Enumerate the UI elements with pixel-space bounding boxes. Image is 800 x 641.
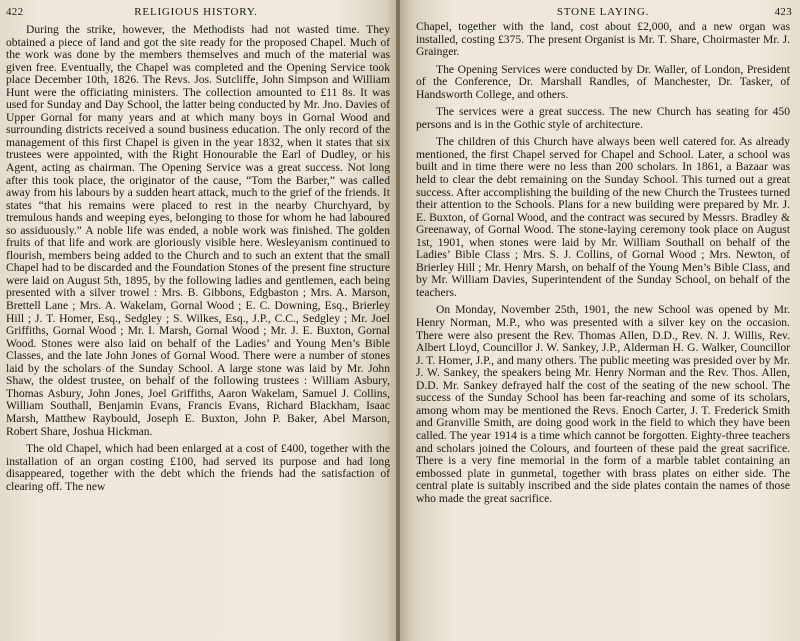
book-gutter bbox=[396, 0, 400, 641]
running-head: RELIGIOUS HISTORY. bbox=[134, 6, 258, 18]
page-number: 423 bbox=[774, 6, 792, 18]
paragraph: The old Chapel, which had been enlarged at a cost of £400, together with the installation of an organ costing £100, had served its purpose and had long disappeared, together with the debt which the friends had the satisfaction of clearing off. The new bbox=[6, 442, 390, 493]
paragraph: During the strike, however, the Methodists had not wasted time. They obtained a piece of land and got the site ready for the proposed Chapel. Much of the work was done by the members themselves and much of the material was given free. Eventually, the Chapel was completed and the Opening Service took place December 10th, 1826. The Revs. Jos. Sutcliffe, John Simpson and William Hunt were the officiating ministers. The collection amounted to £11 8s. It was used for Sunday and Day School, the latter being conducted by Mr. Jno. Davies of Upper Gornal for many years and at which many boys in Gornal Wood and surrounding districts received a sound business education. The only record of the management of this first Chapel is given in the year 1832, when it states that six trustees were appointed, with the Right Honourable the Earl of Dudley, or his Agent, acting as chairman. The Opening Service was a great success. Not long after this took place, the originator of the cause, “Tom the Barber,” was called away from his labours by a sudden heart attack, much to the grief of the friends. It states “that his remains were placed to rest in the nearby Churchyard, by tremulous hands and weeping eyes, belonging to those for whom he had laboured so assiduously.” A noble life was ended, a noble work was finished. The golden fruits of that life and work are gloriously visible here. Wesleyanism continued to flourish, members being added to the Church and to such an extent that the small Chapel had to be discarded and the Foundation Stones of the present fine structure were laid on August 5th, 1895, by the following ladies and gentlemen, each being presented with a silver trowel : Mrs. B. Gibbons, Edgbaston ; Mrs. A. Marson, Brettell Lane ; Mrs. A. Wakelam, Gornal Wood ; E. C. Downing, Esq., Brierley Hill ; J. T. Homer, Esq., Sedgley ; S. Wilkes, Esq., J.P., C.C., Sedgley ; Mr. Joel Griffiths, Gornal Wood ; Mr. I. Marsh, Gornal Wood ; Mr. J. E. Buxton, Gornal Wood. Stones were also laid on behalf of the Ladies’ and Young Men’s Bible Classes, and the late John Jones of Gornal Wood. There were a number of stones laid by the scholars of the Sunday School. A large stone was laid by Mr. John Shaw, the oldest trustee, on behalf of the following trustees : William Asbury, Thomas Asbury, John Jones, Joel Griffiths, Aaron Wakelam, Samuel J. Collins, William Southall, Benjamin Evans, Francis Evans, Richard Blackham, Isaac Marsh, Matthew Raybould, Joseph E. Buxton, John P. Baker, Abel Marson, Robert Share, Joshua Hickman. bbox=[6, 23, 390, 438]
right-page bbox=[398, 0, 800, 641]
right-page-header bbox=[414, 6, 792, 20]
left-page-body bbox=[6, 24, 390, 498]
paragraph: The services were a great success. The new Church has seating for 450 persons and is in the Gothic style of architecture. bbox=[416, 105, 790, 131]
left-page bbox=[0, 0, 398, 641]
running-head: STONE LAYING. bbox=[556, 6, 650, 18]
continued-paragraph: Chapel, together with the land, cost about £2,000, and a new organ was installed, costing £375. The present Organist is Mr. T. Share, Choirmaster Mr. J. Grainger. bbox=[416, 20, 790, 59]
right-page-body bbox=[416, 21, 790, 510]
paragraph: The Opening Services were conducted by Dr. Waller, of London, President of the Conference, Dr. Marshall Randles, of Manchester, Dr. Tasker, of Handsworth College, and others. bbox=[416, 62, 790, 101]
paragraph: On Monday, November 25th, 1901, the new School was opened by Mr. Henry Norman, M.P., who was presented with a silver key on the occasion. There were also present the Rev. Thomas Allen, D.D., Rev. N. J. Willis, Rev. Albert Lloyd, Councillor J. W. Sankey, J.P., Alderman H. G. Walker, Councillor J. T. Homer, J.P., and many others. The public meeting was presided over by Mr. J. W. Sankey, the speakers being Mr. Henry Norman and the Rev. Thos. Allen, D.D. Mr. Sankey defrayed half the cost of the seating of the new school. The success of the Sunday School has been far-reaching and some of its scholars, among whom may be mentioned the Revs. Enoch Carter, J. T. Frederick Smith and Granville Smith, are doing good work in the field to which they have been called. The year 1914 is a time which cannot be forgotten. Eighty-three teachers and scholars joined the Colours, and fourteen of these paid the great sacrifice. There is a very fine memorial in the form of a marble tablet containing an embossed plate in gunmetal, together with brass plates on either side. The central plate is suitably inscribed and the side plates contain the names of those who made the great sacrifice. bbox=[416, 303, 790, 505]
page-number: 422 bbox=[6, 6, 24, 18]
paragraph: The children of this Church have always been well catered for. As already mentioned, the first Chapel served for Chapel and School. Later, a school was built and in time there were no less than 200 scholars. In 1861, a Bazaar was held to clear the debt remaining on the Sunday School. This turned out a great success. After accomplishing the building of the new Church the Trustees turned their attention to the Schools. Plans for a new building were prepared by Mr. J. E. Buxton, of Gornal Wood, and the contract was secured by Messrs. Bradley & Greenaway, of Gornal Wood. The stone-laying ceremony took place on August 1st, 1901, when stones were laid by Mr. William Southall on behalf of the Ladies’ Bible Class ; Mrs. S. J. Collins, of Gornal Wood ; Mrs. Newton, of Brierley Hill ; Mr. Henry Marsh, on behalf of the Young Men’s Bible Class, and by Mr. William Davies, Superintendent of the Sunday School, on behalf of the teachers. bbox=[416, 135, 790, 299]
left-page-header bbox=[6, 6, 386, 20]
